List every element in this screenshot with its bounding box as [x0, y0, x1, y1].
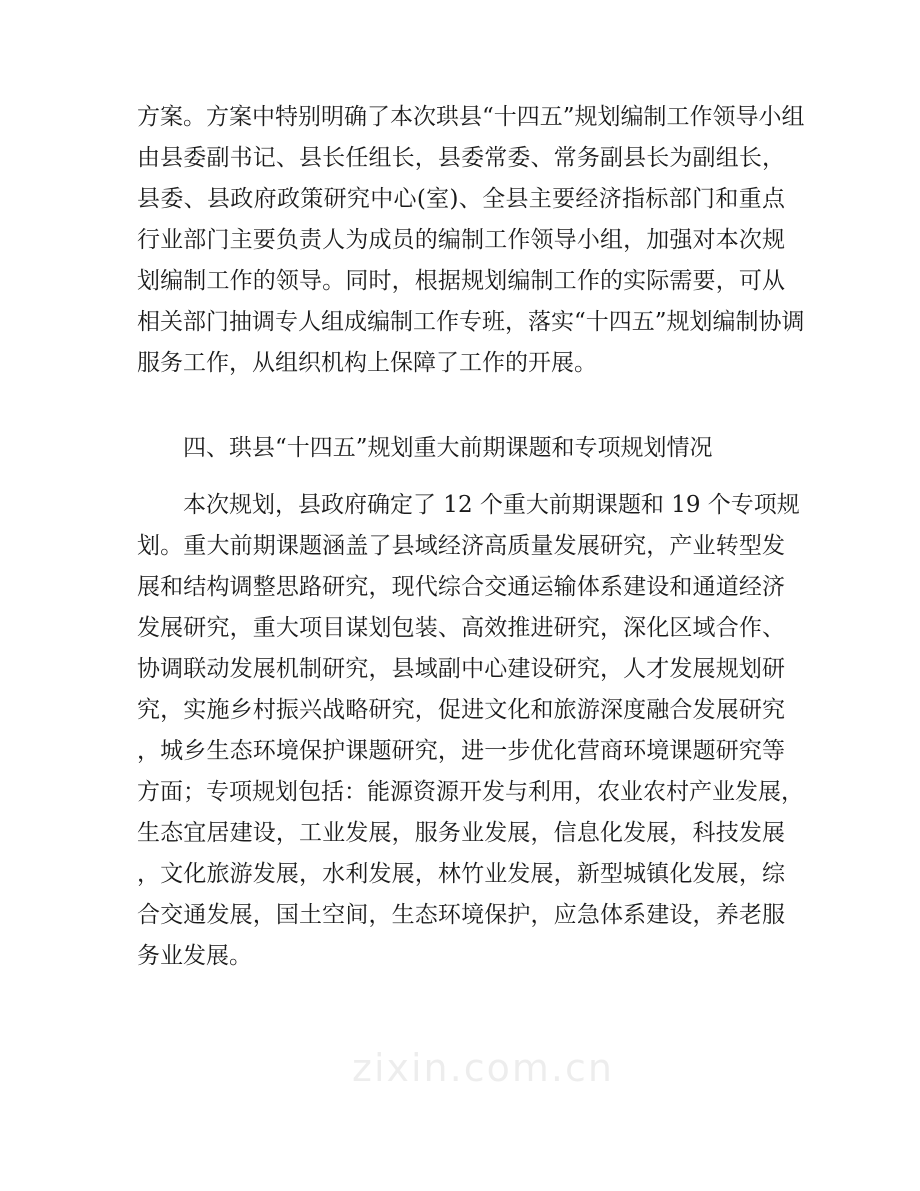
text-line: 方案。方案中特别明确了本次珙县“十四五”规划编制工作领导小组 — [137, 104, 805, 130]
text-line: 服务工作，从组织机构上保障了工作的开展。 — [137, 350, 597, 376]
text-line: 发展研究，重大项目谋划包装、高效推进研究，深化区域合作、 — [137, 615, 785, 641]
watermark: zixin.com.cn — [352, 1046, 614, 1090]
text-line: 相关部门抽调专人组成编制工作专班，落实“十四五”规划编制协调 — [137, 309, 805, 335]
text-line: 划。重大前期课题涵盖了县域经济高质量发展研究，产业转型发 — [137, 533, 785, 559]
paragraph-organization — [137, 97, 805, 384]
text-line: 展和结构调整思路研究，现代综合交通运输体系建设和通道经济 — [137, 574, 785, 600]
text-line: 合交通发展，国土空间，生态环境保护，应急体系建设，养老服 — [137, 902, 785, 928]
text-line: 行业部门主要负责人为成员的编制工作领导小组，加强对本次规 — [137, 227, 785, 253]
text-line: 生态宜居建设，工业发展，服务业发展，信息化发展，科技发展 — [137, 820, 785, 846]
text-line: 本次规划，县政府确定了 12 个重大前期课题和 19 个专项规 — [183, 492, 800, 518]
text-line: 协调联动发展机制研究，县域副中心建设研究，人才发展规划研 — [137, 656, 785, 682]
text-line: 划编制工作的领导。同时，根据规划编制工作的实际需要，可从 — [137, 268, 785, 294]
text-line: 方面；专项规划包括：能源资源开发与利用，农业农村产业发展， — [137, 779, 804, 805]
text-line: 务业发展。 — [137, 943, 252, 969]
text-line: ，城乡生态环境保护课题研究，进一步优化营商环境课题研究等 — [137, 738, 785, 764]
section-heading: 四、珙县“十四五”规划重大前期课题和专项规划情况 — [183, 435, 713, 461]
text-line: 究，实施乡村振兴战略研究，促进文化和旅游深度融合发展研究 — [137, 697, 785, 723]
text-line: 由县委副书记、县长任组长，县委常委、常务副县长为副组长， — [137, 145, 785, 171]
text-line: 县委、县政府政策研究中心(室)、全县主要经济指标部门和重点 — [137, 186, 785, 212]
text-line: ，文化旅游发展，水利发展，林竹业发展，新型城镇化发展，综 — [137, 861, 785, 887]
paragraph-topics — [137, 485, 804, 977]
